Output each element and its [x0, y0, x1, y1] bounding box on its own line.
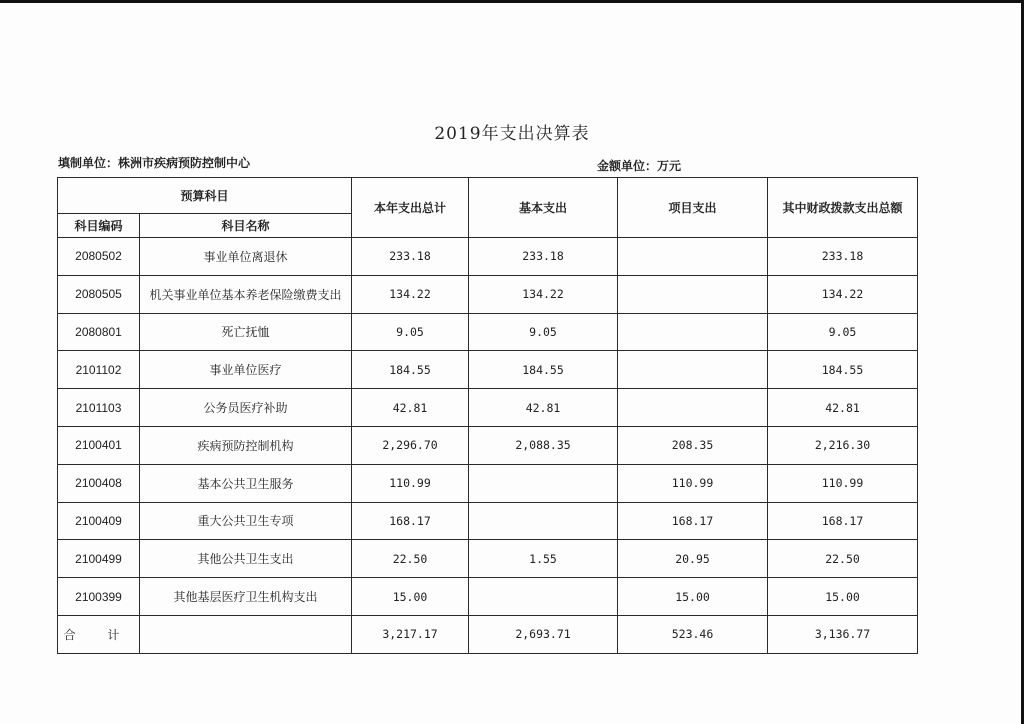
header-basic-expenditure: 基本支出: [469, 178, 618, 238]
cell-subject-code: 2100409: [58, 502, 140, 540]
header-subject-name: 科目名称: [140, 214, 352, 238]
cell-fiscal-allocation: 233.18: [768, 238, 918, 276]
cell-total-expenditure: 184.55: [352, 351, 469, 389]
header-total-expenditure: 本年支出总计: [352, 178, 469, 238]
filing-unit: 填制单位：株洲市疾病预防控制中心: [58, 156, 251, 170]
cell-fiscal-allocation: 9.05: [768, 313, 918, 351]
expenditure-table: [57, 177, 918, 654]
cell-subject-code: 2100499: [58, 540, 140, 578]
cell-basic-expenditure: [469, 464, 618, 502]
cell-basic-expenditure: 2,088.35: [469, 426, 618, 464]
cell-subject-name: 重大公共卫生专项: [140, 502, 352, 540]
totals-total-expenditure: 3,217.17: [352, 615, 469, 653]
cell-total-expenditure: 42.81: [352, 389, 469, 427]
header-budget-subject: 预算科目: [58, 178, 352, 214]
cell-subject-name: 其他基层医疗卫生机构支出: [140, 578, 352, 616]
amount-unit: 金额单位：万元: [597, 159, 682, 173]
cell-project-expenditure: [618, 351, 768, 389]
cell-fiscal-allocation: 168.17: [768, 502, 918, 540]
cell-project-expenditure: 110.99: [618, 464, 768, 502]
cell-subject-name: 事业单位医疗: [140, 351, 352, 389]
table-row: [58, 238, 918, 276]
header-subject-code: 科目编码: [58, 214, 140, 238]
cell-subject-name: 基本公共卫生服务: [140, 464, 352, 502]
cell-fiscal-allocation: 184.55: [768, 351, 918, 389]
cell-total-expenditure: 2,296.70: [352, 426, 469, 464]
cell-subject-name: 疾病预防控制机构: [140, 426, 352, 464]
header-row-1: [58, 178, 918, 214]
cell-fiscal-allocation: 15.00: [768, 578, 918, 616]
cell-subject-code: 2080505: [58, 275, 140, 313]
cell-subject-code: 2080801: [58, 313, 140, 351]
cell-basic-expenditure: [469, 502, 618, 540]
cell-basic-expenditure: 184.55: [469, 351, 618, 389]
cell-subject-code: 2100401: [58, 426, 140, 464]
cell-total-expenditure: 9.05: [352, 313, 469, 351]
table-row: [58, 389, 918, 427]
cell-project-expenditure: 208.35: [618, 426, 768, 464]
cell-project-expenditure: 168.17: [618, 502, 768, 540]
table-row: [58, 351, 918, 389]
cell-basic-expenditure: 9.05: [469, 313, 618, 351]
totals-row: [58, 615, 918, 653]
cell-subject-code: 2100408: [58, 464, 140, 502]
totals-fiscal-allocation: 3,136.77: [768, 615, 918, 653]
cell-subject-code: 2080502: [58, 238, 140, 276]
cell-fiscal-allocation: 22.50: [768, 540, 918, 578]
totals-project-expenditure: 523.46: [618, 615, 768, 653]
cell-project-expenditure: [618, 238, 768, 276]
table-row: [58, 502, 918, 540]
cell-project-expenditure: [618, 313, 768, 351]
cell-total-expenditure: 168.17: [352, 502, 469, 540]
cell-basic-expenditure: [469, 578, 618, 616]
cell-subject-name: 其他公共卫生支出: [140, 540, 352, 578]
cell-basic-expenditure: 1.55: [469, 540, 618, 578]
cell-basic-expenditure: 233.18: [469, 238, 618, 276]
totals-label: 合 计: [58, 615, 140, 653]
cell-subject-name: 公务员医疗补助: [140, 389, 352, 427]
cell-subject-name: 死亡抚恤: [140, 313, 352, 351]
cell-total-expenditure: 22.50: [352, 540, 469, 578]
cell-total-expenditure: 233.18: [352, 238, 469, 276]
cell-total-expenditure: 110.99: [352, 464, 469, 502]
cell-fiscal-allocation: 2,216.30: [768, 426, 918, 464]
document-title: 2019年支出决算表: [434, 124, 590, 144]
table-row: [58, 540, 918, 578]
table-row: [58, 313, 918, 351]
cell-fiscal-allocation: 110.99: [768, 464, 918, 502]
scan-edge-top: [0, 0, 1024, 3]
cell-subject-code: 2101102: [58, 351, 140, 389]
cell-basic-expenditure: 42.81: [469, 389, 618, 427]
cell-subject-code: 2100399: [58, 578, 140, 616]
cell-subject-code: 2101103: [58, 389, 140, 427]
header-project-expenditure: 项目支出: [618, 178, 768, 238]
cell-subject-name: 事业单位离退休: [140, 238, 352, 276]
table-row: [58, 464, 918, 502]
cell-fiscal-allocation: 42.81: [768, 389, 918, 427]
totals-name-empty: [140, 615, 352, 653]
cell-basic-expenditure: 134.22: [469, 275, 618, 313]
table-row: [58, 578, 918, 616]
cell-project-expenditure: [618, 389, 768, 427]
header-fiscal-allocation: 其中财政拨款支出总额: [768, 178, 918, 238]
table-row: [58, 426, 918, 464]
cell-project-expenditure: 15.00: [618, 578, 768, 616]
cell-total-expenditure: 15.00: [352, 578, 469, 616]
totals-basic-expenditure: 2,693.71: [469, 615, 618, 653]
table-row: [58, 275, 918, 313]
cell-fiscal-allocation: 134.22: [768, 275, 918, 313]
cell-total-expenditure: 134.22: [352, 275, 469, 313]
cell-project-expenditure: [618, 275, 768, 313]
cell-project-expenditure: 20.95: [618, 540, 768, 578]
cell-subject-name: 机关事业单位基本养老保险缴费支出: [140, 275, 352, 313]
